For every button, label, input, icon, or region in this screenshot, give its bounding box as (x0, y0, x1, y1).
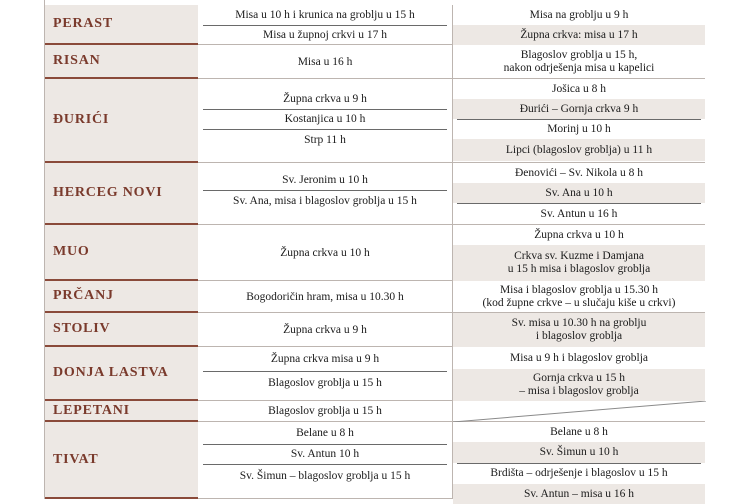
table-row-durici (0, 79, 750, 163)
second-day-schedule-cell (452, 401, 705, 422)
second-day-schedule-cell (452, 79, 705, 163)
schedule-entry (198, 129, 452, 151)
second-day-schedule-cell (452, 5, 705, 45)
schedule-entry (198, 313, 452, 347)
schedule-entry (453, 245, 705, 281)
schedule-entry (453, 281, 705, 313)
schedule-entry (198, 464, 452, 488)
first-day-schedule-cell (198, 422, 452, 499)
schedule-entry (453, 313, 705, 347)
schedule-entry (453, 139, 705, 161)
second-day-schedule-cell (452, 225, 705, 281)
schedule-entry (453, 225, 705, 245)
schedule-entry (453, 163, 705, 183)
schedule-entry-line: (kod župne crkve – u slučaju kiše u crkvi) (482, 297, 676, 309)
table-row-perast (0, 5, 750, 45)
schedule-entry (198, 89, 452, 109)
schedule-entry (198, 444, 452, 464)
parish-name-cell (45, 5, 198, 45)
schedule-entry (453, 25, 705, 45)
parish-name: MUO (53, 244, 90, 259)
parish-name: PRČANJ (53, 288, 114, 303)
second-day-schedule-cell (452, 422, 705, 499)
schedule-entry (198, 190, 452, 212)
schedule-entry-line: Lipci (blagoslov groblja) u 11 h (505, 143, 653, 156)
schedule-entry-line: Blagoslov groblja u 15 h (268, 405, 382, 417)
schedule-entry-line: Đenovići – Sv. Nikola u 8 h (515, 166, 643, 179)
first-day-schedule-cell (198, 5, 452, 45)
schedule-entry-line: u 15 h misa i blagoslov groblja (507, 263, 651, 275)
schedule-entry-line: Misa na groblju u 9 h (529, 8, 629, 21)
schedule-entry (198, 225, 452, 281)
schedule-entry-line: Gornja crkva u 15 h (533, 372, 625, 384)
schedule-entry (453, 422, 705, 442)
schedule-entry-line: Jošica u 8 h (552, 82, 606, 95)
schedule-entry-line: Misa u 16 h (297, 55, 353, 68)
schedule-entry-line: Župna crkva u 10 h (280, 246, 370, 259)
schedule-entry-line: Župna crkva u 9 h (283, 323, 367, 336)
schedule-entry (198, 5, 452, 25)
first-day-schedule-cell (198, 313, 452, 347)
schedule-entry (198, 401, 452, 422)
schedule-entry-line: Sv. Šimun u 10 h (539, 446, 619, 458)
schedule-entry-line: i blagoslov groblja (535, 330, 623, 342)
schedule-entry-line: Sv. Antun 10 h (290, 447, 360, 460)
parish-name-cell (45, 45, 198, 79)
first-day-schedule-cell (198, 45, 452, 79)
parish-name: TIVAT (53, 451, 99, 467)
schedule-entry (198, 371, 452, 395)
table-row-stoliv (0, 313, 750, 347)
schedule-entry (453, 99, 705, 119)
schedule-entry-line: Sv. Šimun – blagoslov groblja u 15 h (239, 469, 411, 482)
schedule-entry-line: Misa i blagoslov groblja u 15.30 h (499, 284, 659, 296)
parish-name-cell (45, 281, 198, 313)
table-row-muo (0, 225, 750, 281)
schedule-entry-line: Župna crkva u 9 h (283, 92, 367, 105)
schedule-entry-line: Đurići – Gornja crkva 9 h (519, 102, 639, 115)
schedule-entry (198, 170, 452, 190)
schedule-entry (453, 442, 705, 463)
schedule-entry-line: Sv. Antun u 16 h (540, 207, 618, 220)
parish-name: PERAST (53, 16, 114, 31)
schedule-entry (453, 119, 705, 139)
schedule-entry-line: Strp 11 h (304, 133, 346, 146)
schedule-entry-line: Bogodoričin hram, misa u 10.30 h (246, 290, 404, 303)
first-day-schedule-cell (198, 401, 452, 422)
parish-name-cell (45, 225, 198, 281)
schedule-entry-line: Misa u 9 h i blagoslov groblja (510, 351, 648, 364)
table-row-prcanj (0, 281, 750, 313)
schedule-entry-line: Morinj u 10 h (547, 122, 611, 135)
parish-name-cell (45, 401, 198, 422)
parish-name: RISAN (53, 53, 101, 68)
schedule-entry (453, 203, 705, 225)
schedule-entry-line: Sv. Jeronim u 10 h (282, 173, 368, 186)
parish-name-cell (45, 347, 198, 401)
first-day-schedule-cell (198, 79, 452, 163)
schedule-entry-line: Župna crkva misa u 9 h (270, 352, 380, 365)
table-row-lepetani (0, 401, 750, 422)
schedule-entry (453, 45, 705, 79)
schedule-entry-line: Sv. Ana u 10 h (545, 186, 613, 199)
parish-name: HERCEG NOVI (53, 185, 163, 200)
schedule-entry (198, 281, 452, 313)
schedule-entry (453, 183, 705, 203)
second-day-schedule-cell (452, 281, 705, 313)
schedule-entry-line: Brdišta – odrješenje i blagoslov u 15 h (490, 467, 668, 479)
table-row-risan (0, 45, 750, 79)
schedule-entry-line: Sv. misa u 10.30 h na groblju (511, 317, 647, 329)
schedule-entry-line: Kostanjica u 10 h (284, 112, 366, 125)
schedule-entry (453, 347, 705, 369)
parish-name: ĐURIĆI (53, 112, 110, 127)
schedule-entry (198, 109, 452, 129)
first-day-schedule-cell (198, 281, 452, 313)
first-day-schedule-cell (198, 163, 452, 225)
schedule-entry (453, 484, 705, 504)
schedule-entry-line: nakon odrješenja misa u kapelici (503, 62, 655, 74)
schedule-entry (453, 369, 705, 401)
second-day-schedule-cell (452, 45, 705, 79)
schedule-entry (198, 25, 452, 45)
schedule-entry (453, 5, 705, 25)
table-row-donja-lastva (0, 347, 750, 401)
second-day-schedule-cell (452, 163, 705, 225)
schedule-entry-line: Župna crkva u 10 h (534, 228, 624, 241)
parish-name: STOLIV (53, 321, 111, 336)
schedule-entry (198, 347, 452, 371)
schedule-entry-line: Misa u 10 h i krunica na groblju u 15 h (235, 8, 415, 21)
first-day-schedule-cell (198, 347, 452, 401)
schedule-entry-line: Sv. Ana, misa i blagoslov groblja u 15 h (233, 194, 417, 207)
parish-name-cell (45, 422, 198, 499)
schedule-entry-line: Sv. Antun – misa u 16 h (523, 487, 635, 500)
second-day-schedule-cell (452, 313, 705, 347)
first-day-schedule-cell (198, 225, 452, 281)
table-row-herceg-novi (0, 163, 750, 225)
schedule-entry (198, 45, 452, 79)
schedule-entry-line: Misa u župnoj crkvi u 17 h (263, 28, 387, 41)
schedule-entry (453, 79, 705, 99)
parish-name-cell (45, 163, 198, 225)
schedule-entry-line: Belane u 8 h (296, 426, 354, 439)
parish-name-cell (45, 79, 198, 163)
table-row-tivat (0, 422, 750, 499)
parish-name: DONJA LASTVA (53, 365, 169, 380)
schedule-entry (453, 463, 705, 484)
empty-cell-diagonal (453, 401, 706, 422)
schedule-entry-line: Blagoslov groblja u 15 h (268, 376, 382, 389)
schedule-entry-line: – misa i blagoslov groblja (519, 385, 639, 397)
schedule-entry-line: Blagoslov groblja u 15 h, (520, 49, 638, 61)
schedule-entry-line: Župna crkva: misa u 17 h (520, 28, 638, 41)
schedule-entry (198, 422, 452, 444)
schedule-entry-line: Crkva sv. Kuzme i Damjana (514, 250, 644, 262)
second-day-schedule-cell (452, 347, 705, 401)
parish-name-cell (45, 313, 198, 347)
schedule-entry-line: Belane u 8 h (550, 425, 608, 438)
parish-name: LEPETANI (53, 402, 130, 418)
